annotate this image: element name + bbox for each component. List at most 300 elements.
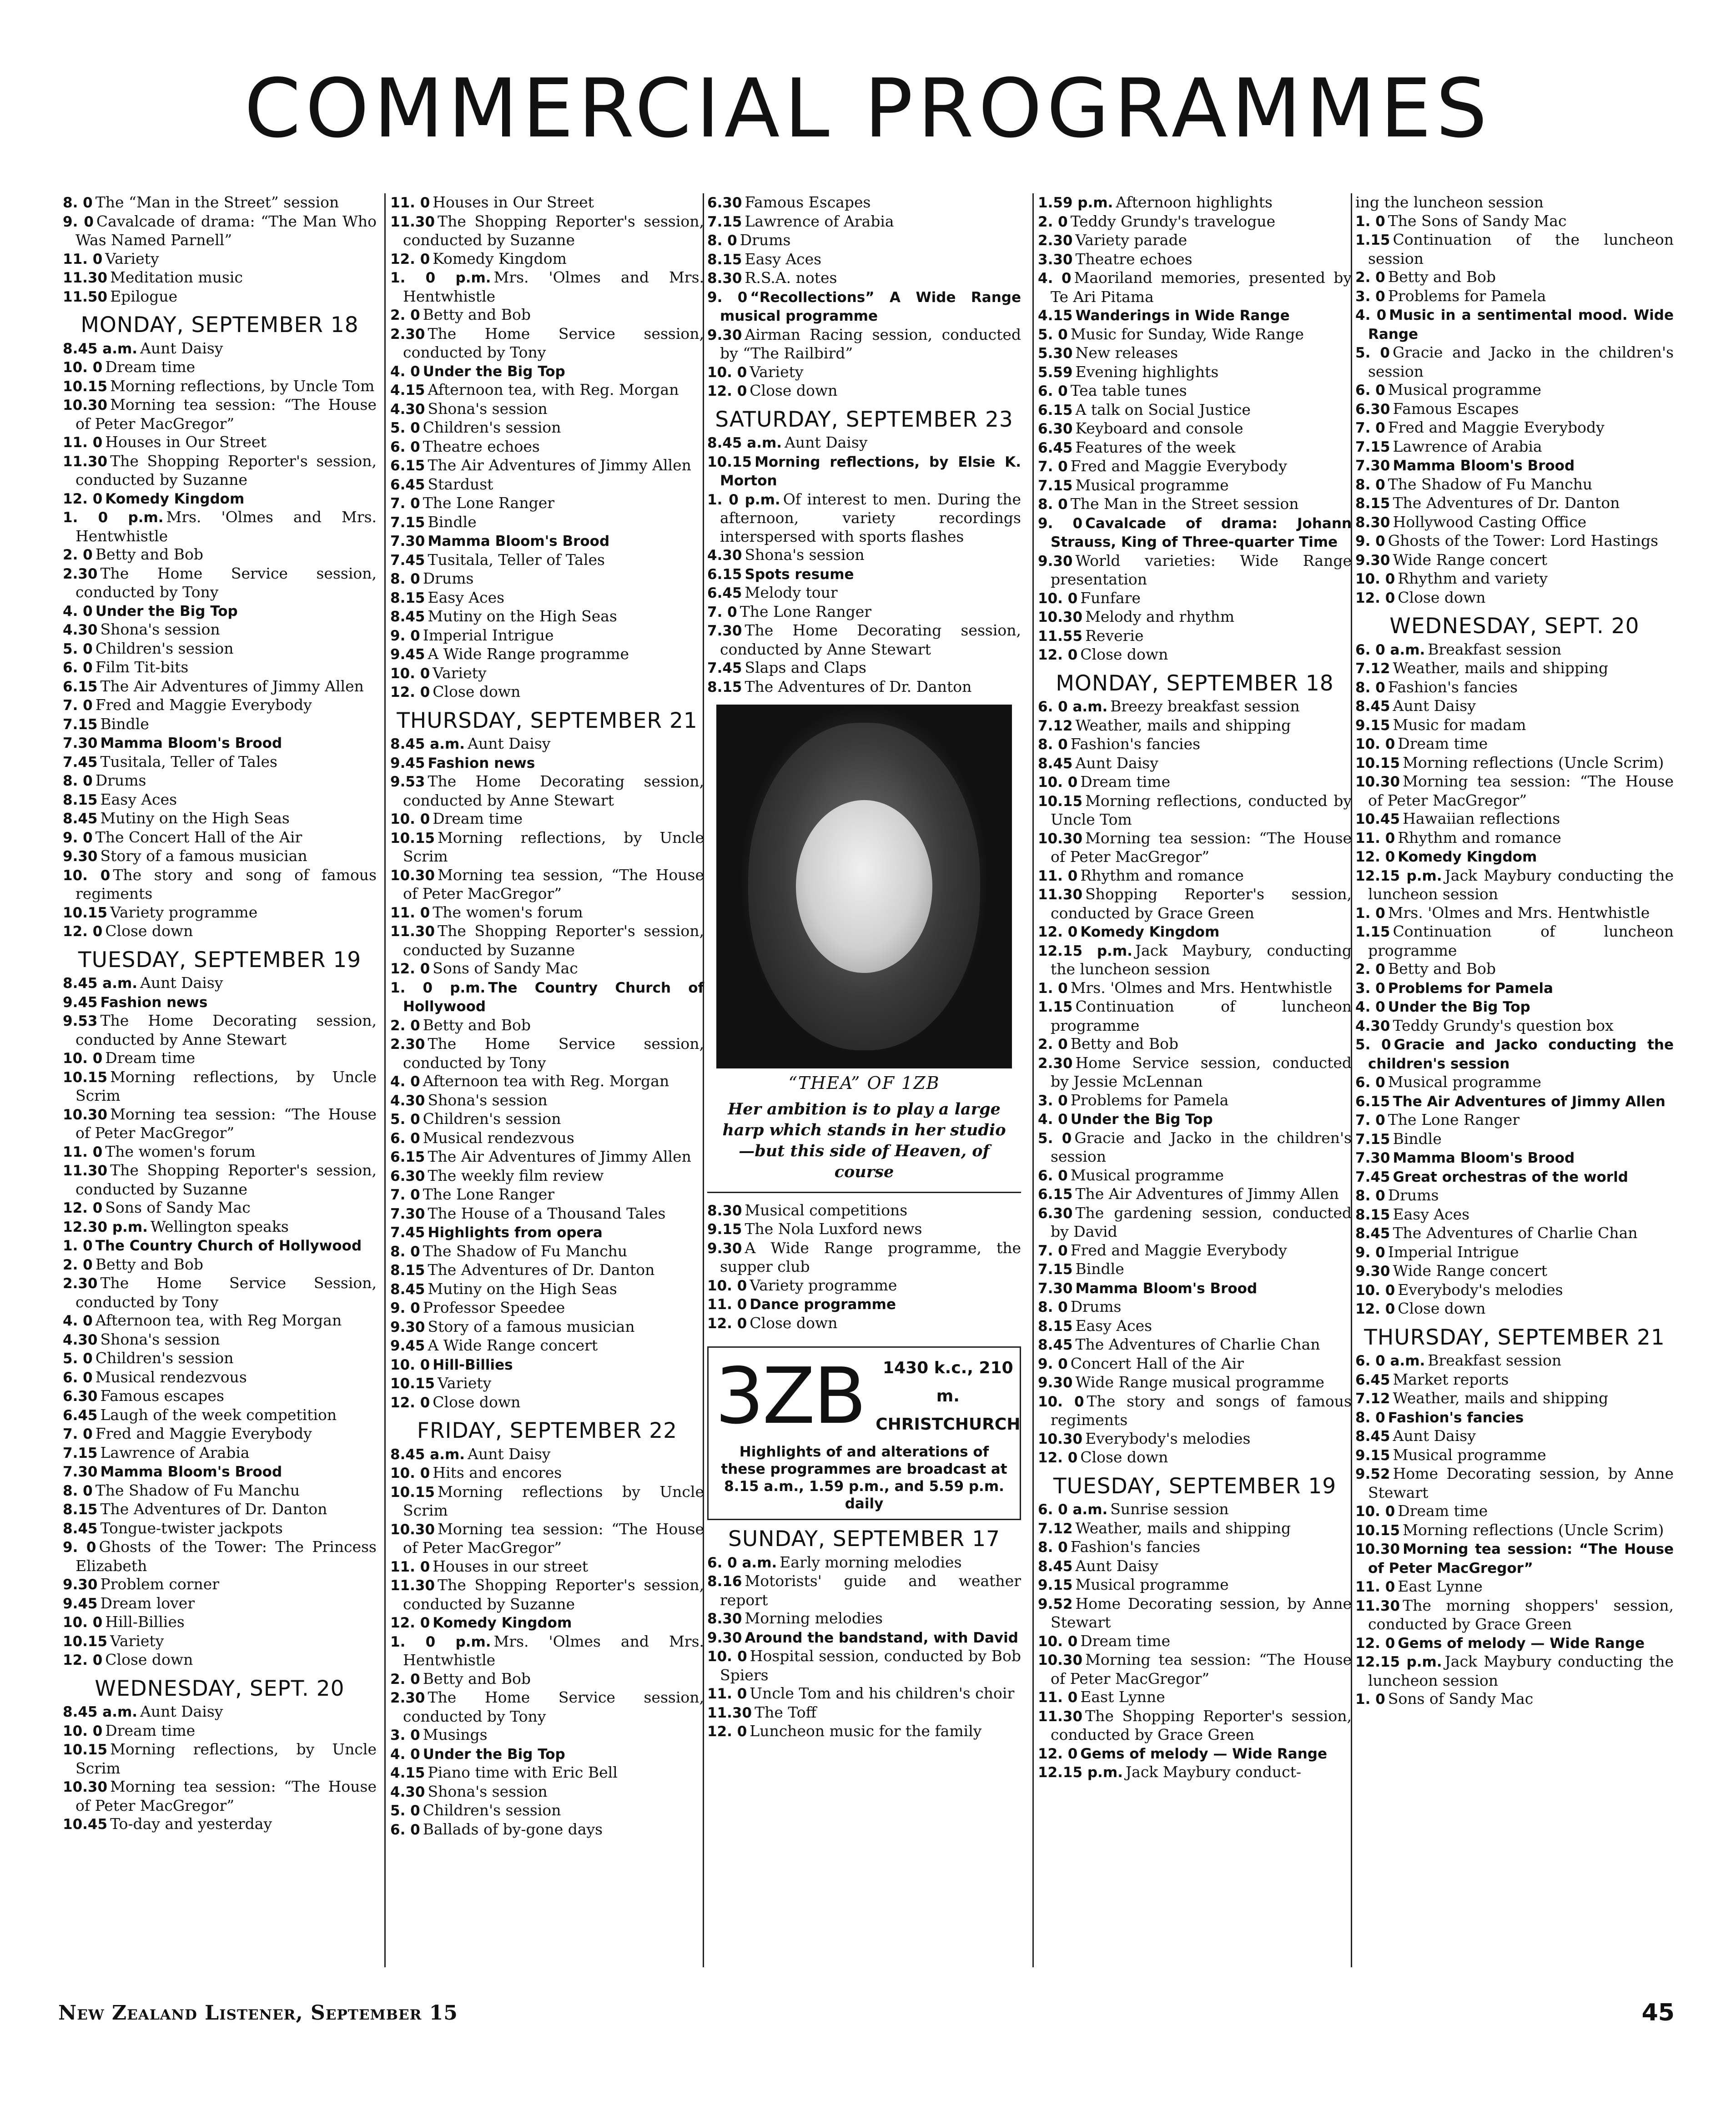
programme-title: Morning reflections by Uncle Scrim <box>403 1482 704 1519</box>
programme-title: Imperial Intrigue <box>1388 1243 1519 1261</box>
programme-title: Variety <box>750 363 804 381</box>
programme-title: Bindle <box>100 715 149 733</box>
programme-time: 1. 0 <box>63 1238 93 1254</box>
programme-item <box>1038 193 1352 212</box>
programme-time: 1.15 <box>1355 924 1390 940</box>
programme-title: Musical programme <box>1070 1166 1224 1184</box>
programme-item <box>1355 1465 1674 1502</box>
programme-time: 12. 0 <box>390 1394 430 1411</box>
programme-title: Houses in Our Street <box>105 433 267 451</box>
programme-item <box>1355 847 1674 867</box>
programme-time: 2.30 <box>63 1275 98 1292</box>
programme-title: Aunt Daisy <box>468 735 551 752</box>
programme-item <box>63 1311 377 1330</box>
programme-title: Drums <box>740 231 791 249</box>
programme-title: Weather, mails and shipping <box>1393 1389 1609 1407</box>
programme-title: Drums <box>1388 1186 1439 1204</box>
column-1 <box>63 193 377 1834</box>
programme-title: Gems of melody — Wide Range <box>1080 1745 1328 1762</box>
programme-item <box>1038 697 1352 716</box>
programme-item <box>1038 1335 1352 1355</box>
programme-item <box>390 1576 704 1613</box>
programme-item <box>390 1726 704 1745</box>
programme-title: Music for Sunday, Wide Range <box>1070 325 1304 343</box>
programme-title: Morning reflections, by Uncle Scrim <box>75 1740 377 1777</box>
programme-time: 10.30 <box>1355 1541 1400 1557</box>
programme-time: 12. 0 <box>63 490 103 507</box>
programme-title: Epilogue <box>110 287 178 305</box>
programme-title: Wanderings in Wide Range <box>1075 307 1290 324</box>
programme-item <box>390 1242 704 1261</box>
programme-item <box>63 1349 377 1368</box>
programme-title: Musical programme <box>1393 1446 1546 1464</box>
programme-title: Meditation music <box>110 268 243 286</box>
programme-time: 7.15 <box>390 514 425 531</box>
programme-time: 9.45 <box>390 646 425 663</box>
programme-item <box>1038 1317 1352 1336</box>
programme-title: Fashion news <box>428 755 535 771</box>
programme-item <box>1355 659 1674 678</box>
programme-time: 10. 0 <box>707 1648 747 1665</box>
programme-title: Dream time <box>1080 773 1171 791</box>
programme-time: 9.45 <box>63 1595 98 1612</box>
programme-title: Wide Range musical programme <box>1075 1373 1324 1391</box>
programme-item <box>390 212 704 250</box>
programme-item <box>1038 829 1352 867</box>
programme-time: 2.30 <box>1038 232 1073 249</box>
programme-item <box>63 993 377 1012</box>
programme-time: 2. 0 <box>1355 269 1385 286</box>
programme-time: 12. 0 <box>1038 1745 1078 1762</box>
programme-time: 9.53 <box>390 774 425 790</box>
programme-title: A Wide Range programme <box>428 645 629 663</box>
programme-title: Mamma Bloom's Brood <box>1075 1280 1258 1297</box>
programme-title: Shopping Reporter's session, conducted by Grace Green <box>1051 885 1352 922</box>
programme-item <box>1038 438 1352 458</box>
programme-time: 9.30 <box>707 327 742 343</box>
programme-title: Jack Maybury conducting the luncheon session <box>1368 866 1674 903</box>
programme-time: 11.30 <box>390 213 435 230</box>
programme-time: 1.15 <box>1355 232 1390 248</box>
programme-title: Reverie <box>1085 626 1144 645</box>
programme-title: The Lone Ranger <box>423 494 555 512</box>
programme-title: Fred and Maggie Everybody <box>1388 418 1605 436</box>
programme-item <box>1355 1149 1674 1168</box>
programme-item <box>63 809 377 828</box>
programme-title: Melody and rhythm <box>1085 608 1235 625</box>
programme-time: 12.15 p.m. <box>1038 942 1132 959</box>
programme-time: 6.30 <box>707 195 742 211</box>
programme-time: 11.55 <box>1038 628 1083 645</box>
programme-item <box>390 1445 704 1464</box>
programme-item <box>63 1815 377 1834</box>
programme-item <box>390 1613 704 1632</box>
programme-time: 9. 0 <box>390 627 420 644</box>
programme-item <box>63 602 377 621</box>
programme-item <box>707 659 1021 678</box>
programme-item <box>1038 735 1352 754</box>
programme-time: 8.45 <box>1355 698 1390 715</box>
programme-time: 2.30 <box>390 1036 425 1053</box>
programme-time: 2.30 <box>63 565 98 582</box>
programme-title: Dream time <box>1080 1632 1171 1650</box>
programme-time: 11.30 <box>1355 1597 1400 1614</box>
programme-time: 10. 0 <box>390 811 430 827</box>
programme-time: 9.30 <box>1038 553 1073 569</box>
programme-title: Hospital session, conducted by Bob Spiers <box>720 1647 1021 1684</box>
programme-item <box>390 664 704 683</box>
programme-item <box>1038 1091 1352 1110</box>
programme-title: Close down <box>750 382 838 399</box>
programme-title: Gracie and Jacko in the children's session <box>1051 1128 1352 1165</box>
programme-title: Musical programme <box>1388 381 1541 398</box>
programme-item <box>707 1609 1021 1628</box>
programme-title: Morning reflections (Uncle Scrim) <box>1403 1521 1664 1539</box>
programme-title: Gracie and Jacko in the children's session <box>1368 343 1674 380</box>
programme-title: Famous escapes <box>100 1387 224 1405</box>
programme-item <box>63 847 377 866</box>
programme-time: 7.15 <box>1355 1131 1390 1148</box>
programme-item <box>707 1647 1021 1684</box>
programme-time: 10. 0 <box>1355 571 1395 587</box>
programme-title: Fred and Maggie Everybody <box>95 1425 312 1442</box>
programme-time: 7.12 <box>1355 1390 1390 1407</box>
programme-title: Children's session <box>423 418 561 436</box>
programme-item <box>63 753 377 772</box>
programme-item <box>1038 1538 1352 1557</box>
programme-time: 6. 0 <box>1038 383 1068 399</box>
programme-time: 4.30 <box>1355 1018 1390 1034</box>
programme-title: The Adventures of Charlie Chan <box>1393 1224 1638 1242</box>
programme-title: Tea table tunes <box>1070 382 1187 399</box>
programme-time: 7. 0 <box>63 697 93 714</box>
programme-item <box>1355 494 1674 513</box>
programme-title: Morning tea session: “The House of Peter MacGregor” <box>75 396 377 433</box>
programme-item <box>63 1368 377 1387</box>
programme-time: 8.30 <box>707 270 742 287</box>
day-heading: WEDNESDAY, SEPT. 20 <box>1389 614 1640 639</box>
programme-item <box>1355 456 1674 475</box>
programme-title: The Home Service Session, conducted by Tony <box>75 1274 377 1311</box>
programme-title: Hill-Billies <box>105 1613 185 1631</box>
programme-time: 2. 0 <box>390 307 420 323</box>
programme-title: The Lone Ranger <box>423 1185 555 1203</box>
programme-time: 12. 0 <box>390 251 430 267</box>
programme-time: 4.30 <box>707 547 742 564</box>
programme-item <box>1038 792 1352 829</box>
programme-time: 8. 0 <box>63 773 93 789</box>
programme-time: 5. 0 <box>1038 1130 1072 1147</box>
programme-item <box>1038 1185 1352 1204</box>
programme-item <box>707 546 1021 565</box>
programme-title: Fashion's fancies <box>1070 735 1201 753</box>
programme-item <box>63 1444 377 1463</box>
programme-item <box>1355 1073 1674 1092</box>
programme-title: Fashion's fancies <box>1070 1538 1201 1556</box>
programme-title: Early morning melodies <box>780 1553 962 1571</box>
programme-title: Komedy Kingdom <box>433 249 567 267</box>
programme-time: 8. 0 <box>390 1243 420 1260</box>
programme-item <box>390 1688 704 1726</box>
programme-time: 10.45 <box>63 1816 108 1833</box>
programme-item <box>1355 1351 1674 1370</box>
programme-title: Jack Maybury, conducting the luncheon session <box>1051 941 1352 978</box>
programme-title: The weekly film review <box>428 1166 604 1184</box>
photo-caption-title: “THEA” OF 1ZB <box>788 1073 940 1093</box>
programme-item <box>390 645 704 664</box>
programme-time: 1.59 p.m. <box>1038 195 1113 211</box>
programme-title: Musical programme <box>1075 476 1229 494</box>
programme-title: The Shopping Reporter's session, conducted by Suzanne <box>403 922 704 959</box>
programme-title: The Country Church of Hollywood <box>403 979 704 1015</box>
column-rule <box>1032 193 1034 1967</box>
programme-item <box>1355 1224 1674 1243</box>
programme-time: 2. 0 <box>1038 1036 1068 1053</box>
programme-item <box>63 1778 377 1815</box>
programme-item <box>390 456 704 475</box>
programme-item <box>63 452 377 489</box>
programme-item <box>1355 1243 1674 1262</box>
programme-title: Everybody's melodies <box>1085 1429 1251 1447</box>
programme-title: Variety programme <box>750 1276 897 1294</box>
programme-time: 9.45 <box>63 994 98 1011</box>
programme-time: 1. 0 <box>1355 1691 1385 1708</box>
programme-item <box>707 433 1021 453</box>
programme-title: Morning reflections, by Elsie K. Morton <box>720 453 1021 489</box>
programme-item <box>390 978 704 1016</box>
programme-time: 9.15 <box>707 1221 742 1238</box>
programme-time: 11.30 <box>63 270 108 286</box>
programme-title: Mutiny on the High Seas <box>428 607 617 625</box>
programme-title: Komedy Kingdom <box>105 490 245 507</box>
day-heading: MONDAY, SEPTEMBER 18 <box>81 312 359 338</box>
programme-time: 5. 0 <box>390 420 420 436</box>
programme-title: Features of the week <box>1075 438 1236 456</box>
programme-item <box>63 1651 377 1670</box>
programme-time: 12. 0 <box>1038 924 1078 940</box>
programme-time: 2.30 <box>390 1690 425 1706</box>
programme-time: 7.45 <box>1355 1169 1390 1185</box>
photo-caption-text: Her ambition is to play a large harp which stands in her studio —but this side of Heaven, of course <box>722 1099 1006 1181</box>
programme-item <box>1038 942 1352 979</box>
programme-item <box>390 866 704 903</box>
programme-title: Close down <box>105 1651 193 1668</box>
programme-item <box>63 396 377 433</box>
programme-time: 10.30 <box>1038 609 1083 625</box>
programme-item <box>1038 998 1352 1035</box>
programme-item <box>1355 1017 1674 1036</box>
programme-item <box>63 339 377 358</box>
programme-time: 7.30 <box>1355 458 1390 474</box>
programme-title: Weather, mails and shipping <box>1075 1519 1291 1537</box>
programme-time: 11.30 <box>63 1163 108 1179</box>
programme-time: 8.15 <box>390 1262 425 1279</box>
programme-time: 8. 0 <box>63 1482 93 1499</box>
programme-item <box>1355 1690 1674 1709</box>
programme-time: 7.45 <box>707 660 742 676</box>
programme-item <box>1355 381 1674 400</box>
programme-title: Drums <box>423 569 474 587</box>
programme-time: 8.15 <box>390 589 425 606</box>
programme-title: Close down <box>1080 645 1168 663</box>
programme-item <box>707 269 1021 288</box>
programme-title: Aunt Daisy <box>1393 697 1476 715</box>
programme-item <box>1355 551 1674 570</box>
programme-time: 6.45 <box>707 585 742 601</box>
programme-time: 8. 0 <box>1038 1299 1068 1315</box>
programme-time: 11.30 <box>63 453 108 470</box>
programme-title: Gracie and Jacko conducting the children's session <box>1368 1037 1674 1072</box>
programme-title: Mrs. 'Olmes and Mrs. Hentwhistle <box>403 268 704 305</box>
programme-title: Fred and Maggie Everybody <box>1070 1241 1287 1259</box>
programme-item <box>390 1223 704 1242</box>
programme-title: The Adventures of Dr. Danton <box>745 677 972 695</box>
programme-title: Variety <box>105 249 159 267</box>
programme-time: 11.30 <box>1038 887 1083 903</box>
programme-item <box>63 1236 377 1255</box>
programme-item <box>707 1201 1021 1220</box>
programme-item <box>1038 1744 1352 1763</box>
programme-time: 7.15 <box>1038 1261 1073 1278</box>
day-heading: TUESDAY, SEPTEMBER 19 <box>1053 1473 1337 1499</box>
programme-time: 9.30 <box>63 1577 98 1593</box>
programme-item <box>707 1553 1021 1572</box>
programme-title: The Shopping Reporter's session, conducted by Grace Green <box>1051 1707 1352 1743</box>
programme-title: Dance programme <box>750 1296 896 1313</box>
programme-title: The Air Adventures of Jimmy Allen <box>428 456 691 474</box>
programme-time: 6. 0 <box>63 660 93 676</box>
programme-time: 11. 0 <box>1355 1579 1395 1595</box>
programme-title: Betty and Bob <box>1388 268 1496 286</box>
programme-title: Hollywood Casting Office <box>1393 513 1587 531</box>
programme-item <box>63 489 377 509</box>
page-number: 45 <box>1641 1999 1675 2026</box>
programme-title: Fred and Maggie Everybody <box>1070 457 1287 475</box>
programme-title: Betty and Bob <box>1388 960 1496 977</box>
programme-item <box>1038 589 1352 608</box>
programme-time: 10. 0 <box>63 359 103 376</box>
programme-title: Fashion's fancies <box>1388 678 1518 696</box>
programme-item <box>63 1538 377 1575</box>
programme-title: Weather, mails and shipping <box>1075 716 1291 734</box>
programme-time: 6.15 <box>63 678 98 695</box>
programme-time: 8.45 <box>63 1520 98 1537</box>
programme-item <box>1355 438 1674 457</box>
programme-title: Dream time <box>105 1049 196 1067</box>
programme-item <box>63 1740 377 1778</box>
programme-title: Shona's session <box>100 1330 220 1348</box>
programme-time: 1. 0 p.m. <box>390 270 491 286</box>
programme-time: 12. 0 <box>1355 1635 1395 1652</box>
programme-item <box>63 508 377 545</box>
programme-title: Children's session <box>95 639 234 657</box>
programme-title: Betty and Bob <box>423 1669 531 1688</box>
programme-title: The Home Service session, conducted by Tony <box>403 324 704 361</box>
programme-item <box>707 1239 1021 1276</box>
programme-time: 10. 0 <box>1355 1282 1395 1299</box>
programme-item <box>1038 1519 1352 1538</box>
programme-item <box>1038 495 1352 514</box>
programme-item <box>63 1330 377 1350</box>
programme-item <box>1038 1707 1352 1744</box>
programme-item <box>1355 1577 1674 1597</box>
programme-item <box>1038 1392 1352 1430</box>
programme-title: Film Tit-bits <box>95 658 189 676</box>
programme-time: 4.15 <box>390 382 425 398</box>
programme-item <box>63 620 377 640</box>
programme-time: 8.30 <box>1355 514 1390 531</box>
programme-title: A Wide Range concert <box>428 1336 598 1354</box>
programme-title: Easy Aces <box>1075 1316 1152 1335</box>
programme-time: 11. 0 <box>707 1296 747 1313</box>
programme-title: Mutiny on the High Seas <box>428 1280 617 1298</box>
column-3 <box>707 193 1021 1741</box>
programme-title: Afternoon tea, with Reg. Morgan <box>428 381 679 398</box>
programme-title: Professor Speedee <box>423 1299 565 1316</box>
programme-item <box>1038 476 1352 495</box>
programme-item <box>707 1314 1021 1333</box>
programme-item <box>1355 1370 1674 1390</box>
programme-item <box>63 250 377 269</box>
programme-title: Lawrence of Arabia <box>745 212 894 230</box>
programme-item <box>390 1783 704 1802</box>
programme-time: 4.30 <box>390 1092 425 1109</box>
programme-item <box>1038 1430 1352 1449</box>
programme-title: A Wide Range programme, the supper club <box>720 1239 1021 1275</box>
programme-time: 9.15 <box>1355 1447 1390 1464</box>
programme-time: 5. 0 <box>1355 345 1390 361</box>
programme-item <box>63 903 377 922</box>
programme-title: The Shadow of Fu Manchu <box>1388 475 1593 493</box>
programme-item <box>1355 754 1674 773</box>
programme-time: 9.52 <box>1038 1596 1073 1612</box>
programme-time: 4. 0 <box>63 603 93 620</box>
programme-item <box>1355 810 1674 829</box>
programme-time: 6. 0 a.m. <box>1355 641 1425 658</box>
programme-item <box>63 358 377 377</box>
programme-item <box>707 1628 1021 1647</box>
programme-item <box>707 621 1021 659</box>
programme-title: Children's session <box>95 1349 234 1367</box>
programme-item <box>63 1143 377 1162</box>
programme-title: Mamma Bloom's Brood <box>1393 1150 1575 1166</box>
programme-item <box>707 1722 1021 1741</box>
programme-item <box>390 1185 704 1204</box>
programme-item <box>1038 1129 1352 1166</box>
programme-time: 10.15 <box>390 830 435 846</box>
programme-item <box>63 377 377 396</box>
programme-title: Betty and Bob <box>423 306 531 323</box>
programme-item <box>1038 306 1352 325</box>
programme-title: East Lynne <box>1080 1688 1165 1706</box>
programme-time: 1. 0 p.m. <box>390 1633 491 1650</box>
programme-item <box>390 903 704 922</box>
programme-title: The “Man in the Street” session <box>95 193 339 211</box>
programme-title: Morning tea session, “The House of Peter MacGregor” <box>403 866 704 902</box>
programme-item <box>390 1148 704 1167</box>
programme-time: 6.30 <box>1038 421 1073 437</box>
programme-item <box>390 1520 704 1557</box>
programme-item <box>63 1481 377 1501</box>
programme-time: 11. 0 <box>390 904 430 921</box>
programme-title: Bindle <box>1393 1129 1442 1148</box>
programme-time: 6.45 <box>390 476 425 493</box>
programme-item <box>1038 1651 1352 1688</box>
programme-title: Jack Maybury conduct- <box>1125 1763 1302 1781</box>
programme-time: 4. 0 <box>1038 1111 1068 1128</box>
programme-time: 6.30 <box>1038 1205 1073 1222</box>
programme-item <box>63 1406 377 1425</box>
